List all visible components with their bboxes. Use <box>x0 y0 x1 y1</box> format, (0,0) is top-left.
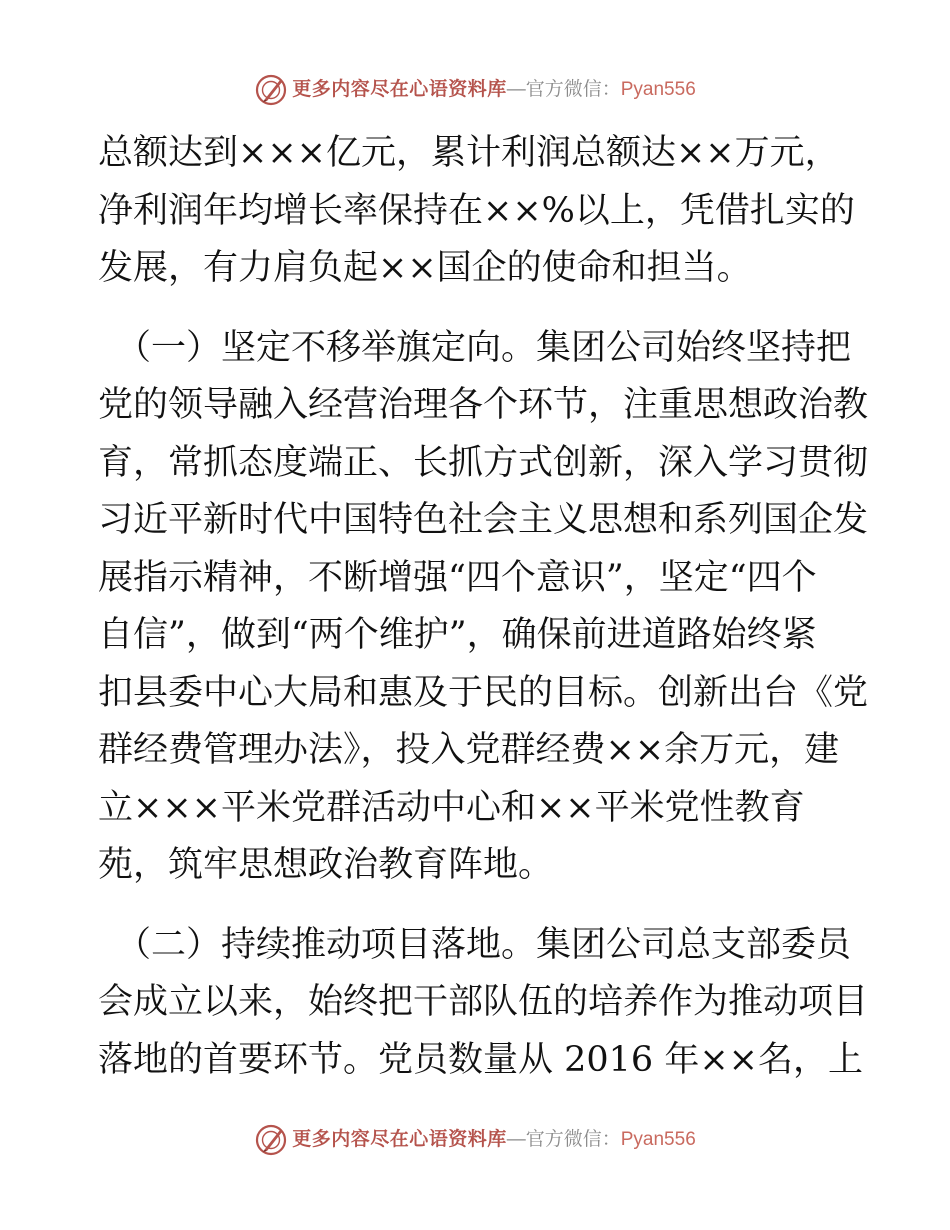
watermark-wechat-id: Pyan556 <box>620 1129 696 1150</box>
text-line: 发展，有力肩负起××国企的使命和担当。 <box>98 248 752 288</box>
pen-logo-icon <box>254 1123 288 1157</box>
watermark-site-text: 更多内容尽在心语资料库 <box>292 79 507 100</box>
text-line: 苑，筑牢思想政治教育阵地。 <box>98 845 554 885</box>
text-line: 自信”，做到“两个维护”，确保前进道路始终紧 <box>98 615 817 655</box>
text-line: 总额达到×××亿元，累计利润总额达××万元， <box>98 133 840 173</box>
paragraph-section-one <box>98 320 869 895</box>
text-line: 会成立以来，始终把干部队伍的培养作为推动项目 <box>98 982 869 1022</box>
pen-logo-icon <box>254 73 288 107</box>
footer-watermark <box>0 1120 950 1160</box>
watermark-wechat-label: 官方微信： <box>525 79 621 100</box>
paragraph-section-two <box>98 917 869 1090</box>
text-line: 落地的首要环节。党员数量从 2016 年××名，上 <box>98 1039 863 1080</box>
section-two-heading-line: （二）持续推动项目落地。集团公司总支部委员 <box>116 924 852 965</box>
text-line: 育，常抓态度端正、长抓方式创新，深入学习贯彻 <box>98 442 869 483</box>
header-watermark <box>0 70 950 110</box>
watermark-separator: — <box>506 1129 526 1150</box>
watermark-site-text: 更多内容尽在心语资料库 <box>292 1129 507 1150</box>
text-line: 立×××平米党群活动中心和××平米党性教育 <box>98 787 805 828</box>
text-line: 群经费管理办法》，投入党群经费××余万元，建 <box>98 730 840 770</box>
watermark-wechat-label: 官方微信： <box>525 1129 621 1150</box>
watermark-wechat-id: Pyan556 <box>620 79 696 100</box>
text-line: 展指示精神，不断增强“四个意识”，坚定“四个 <box>98 557 817 598</box>
section-one-heading-line: （一）坚定不移举旗定向。集团公司始终坚持把 <box>116 327 852 368</box>
document-body <box>98 125 869 1089</box>
watermark-separator: — <box>506 79 526 100</box>
text-line: 习近平新时代中国特色社会主义思想和系列国企发 <box>98 500 869 540</box>
text-line: 扣县委中心大局和惠及于民的目标。创新出台《党 <box>98 672 869 713</box>
paragraph-summary <box>98 125 858 298</box>
text-line: 党的领导融入经营治理各个环节，注重思想政治教 <box>98 385 869 425</box>
text-line: 净利润年均增长率保持在××%以上，凭借扎实的 <box>98 190 855 231</box>
